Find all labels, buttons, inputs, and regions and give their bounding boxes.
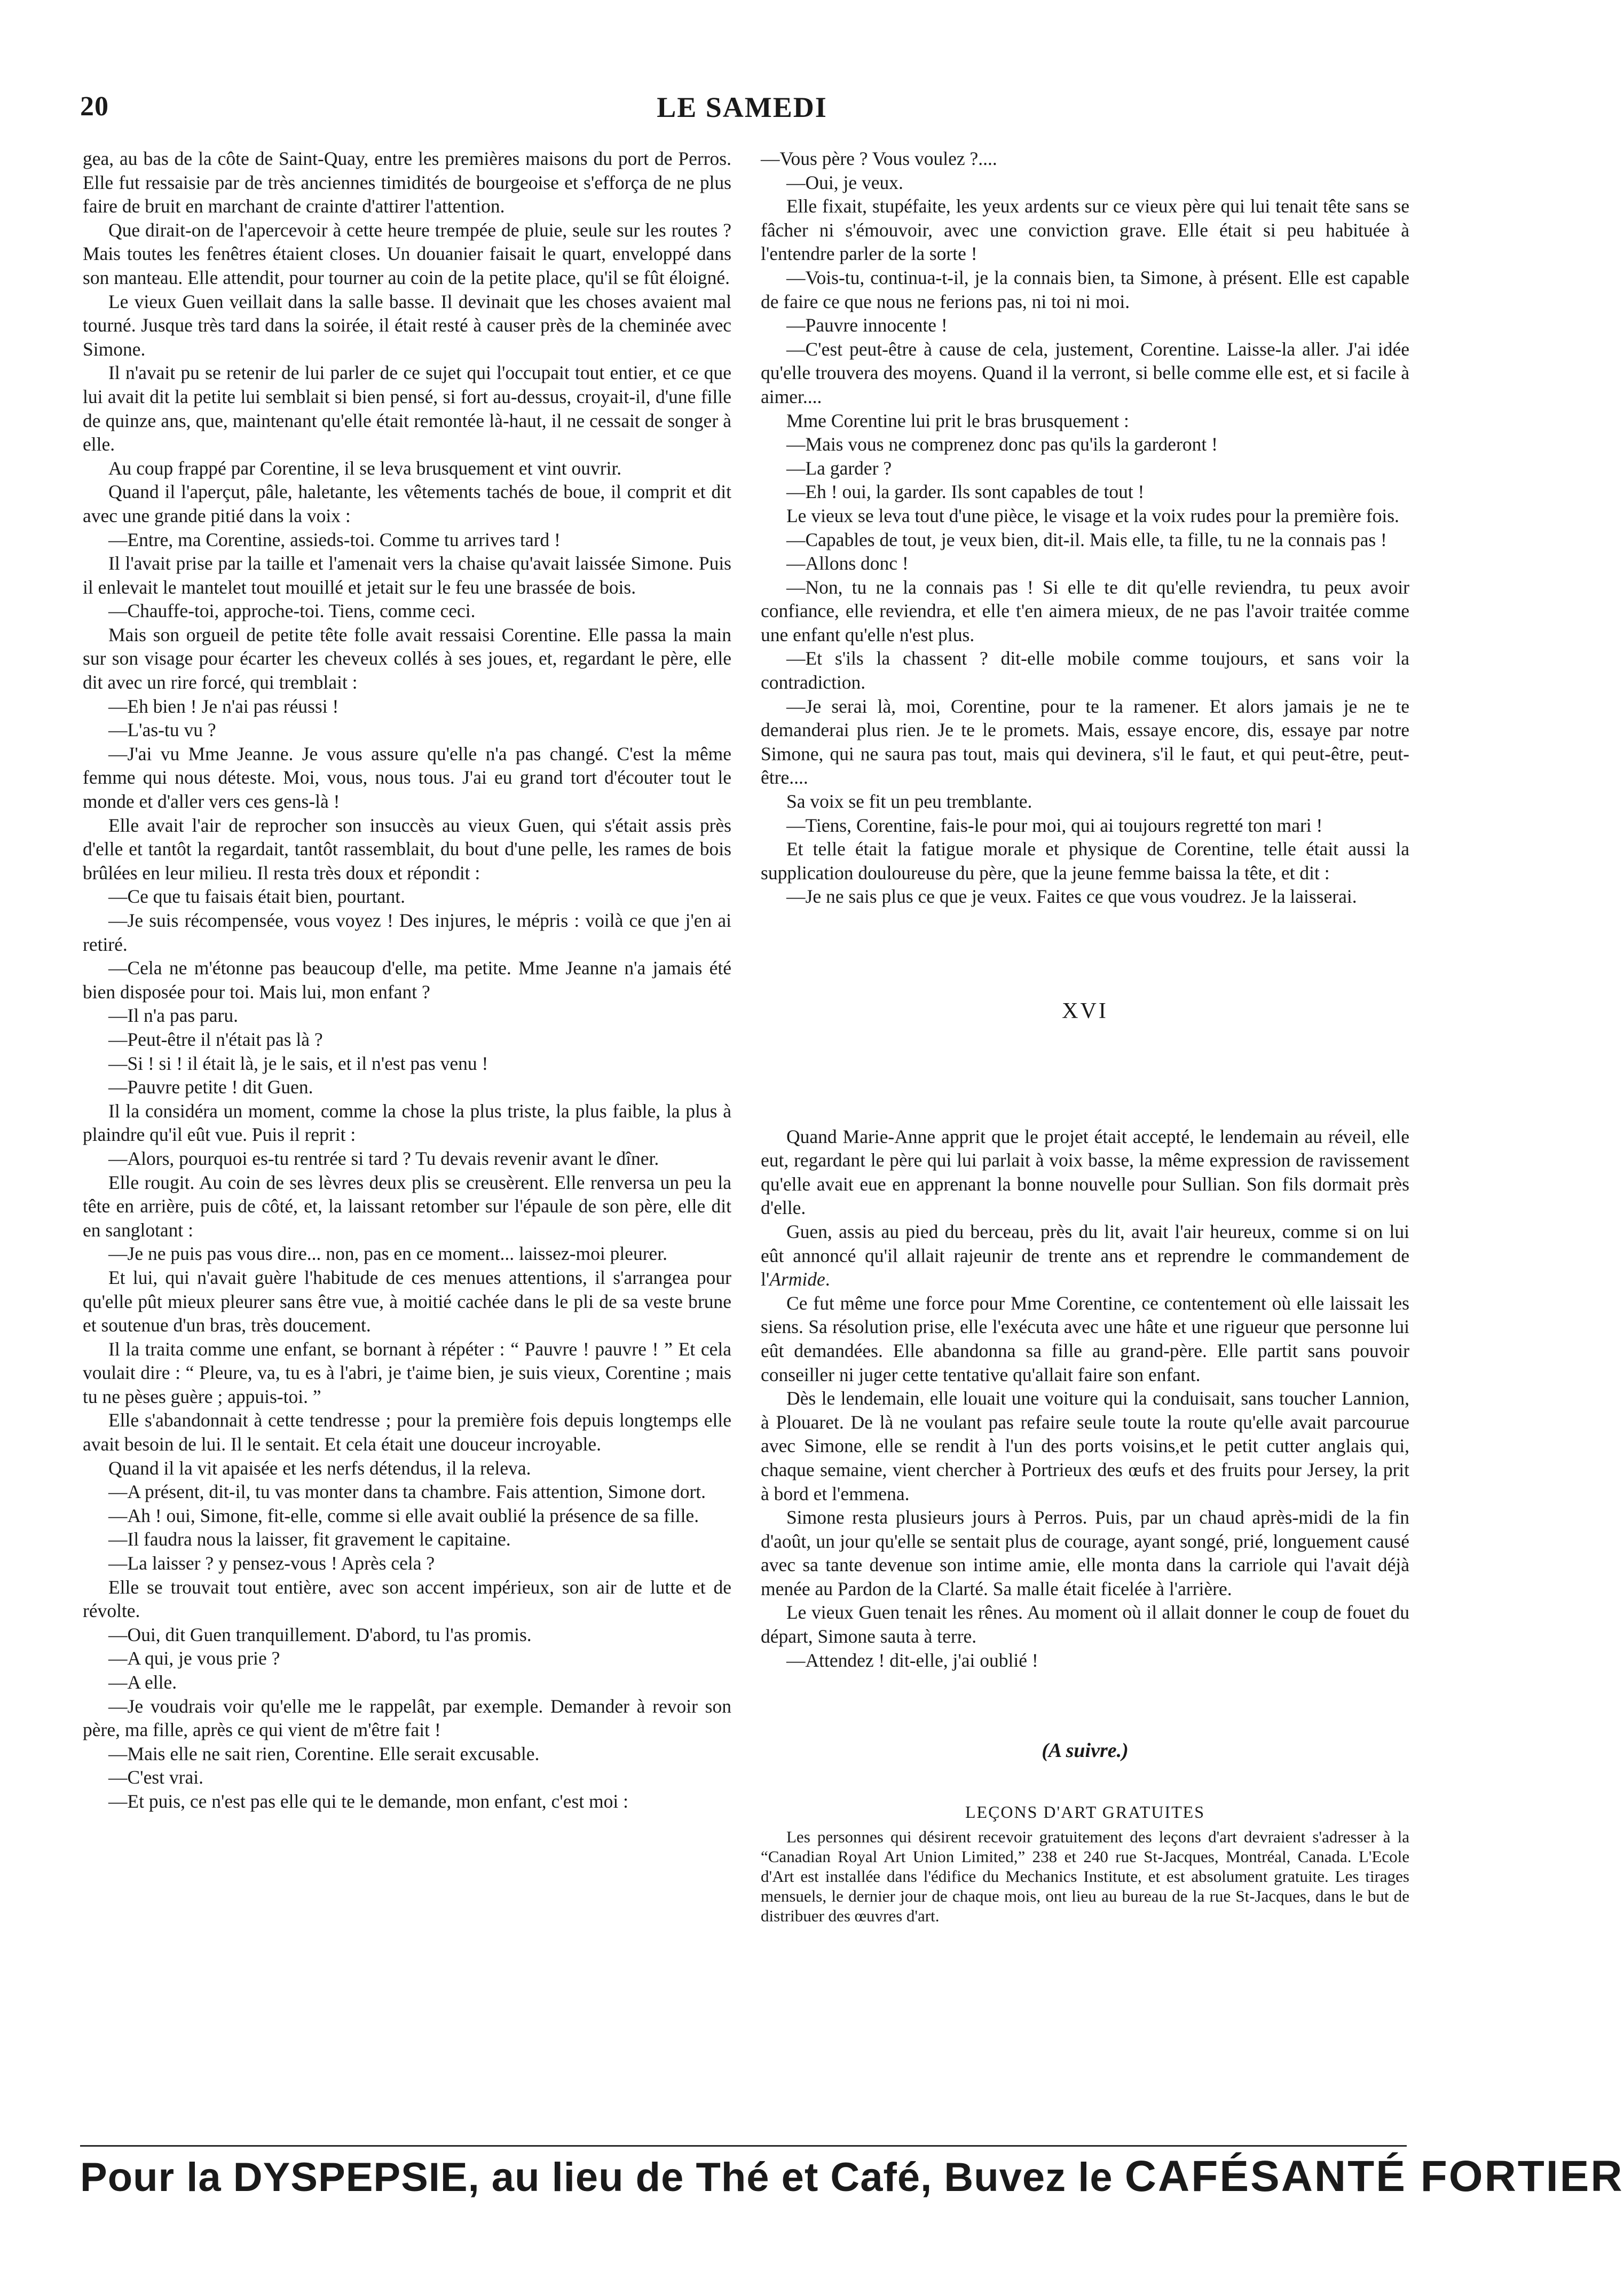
journal-title: LE SAMEDI [657,91,827,123]
story-paragraph: Elle avait l'air de reprocher son insuccès au vieux Guen, qui s'était assis près d'elle et tantôt la regardait, tantôt rassemblait, du bout d'une pelle, les rames de bois brûlées en leur milieu. Il resta très doux et répondit : [83,814,731,884]
story-paragraph: Au coup frappé par Corentine, il se leva brusquement et vint ouvrir. [108,457,622,479]
story-paragraph: —Pauvre petite ! dit Guen. [108,1076,313,1098]
story-paragraph: Quand il la vit apaisée et les nerfs détendus, il la releva. [108,1457,531,1479]
advert-divider [80,2145,1407,2147]
story-paragraph: —A présent, dit-il, tu vas monter dans ta chambre. Fais attention, Simone dort. [108,1481,706,1503]
story-paragraph: Et lui, qui n'avait guère l'habitude de ces menues attentions, il s'arrangea pour qu'elle pût mieux pleurer sans être vue, à moitié cachée dans le pli de sa veste brune et soutenue d'un bras, très doucement. [83,1266,731,1336]
story-paragraph: gea, au bas de la côte de Saint-Quay, entre les premières maisons du port de Perros. Elle fut ressaisie par de très anciennes timidités de bourgeoise et s'efforça de ne plus faire de bruit en marchant de crainte d'attirer l'attention. [83,148,731,217]
story-paragraph: —Mais elle ne sait rien, Corentine. Elle serait excusable. [108,1743,540,1764]
chapter-paragraph: Ce fut même une force pour Mme Corentine, ce contentement où elle laissait les siens. Sa résolution prise, elle l'exécuta avec une hâte et une rigueur que personne lui eût demandées. Elle abandonna sa fille au grand-père. Elle partit sans pouvoir conseiller ni juger cette tentative qu'allait faire son enfant. [761,1292,1409,1385]
story-paragraph: —Cela ne m'étonne pas beaucoup d'elle, ma petite. Mme Jeanne n'a jamais été bien disposée pour toi. Mais lui, mon enfant ? [83,957,731,1003]
story-paragraph: Il la traita comme une enfant, se bornant à répéter : “ Pauvre ! pauvre ! ” Et cela voulait dire : “ Pleure, va, tu es à l'abri, je t'aime bien, je suis vieux, Corentine ; mais tu ne pèses guère ; appuis-toi. ” [83,1338,731,1407]
story-paragraph: —Oui, je veux. [786,171,903,193]
story-paragraph: —Pauvre innocente ! [786,314,948,336]
story-paragraph: —Si ! si ! il était là, je le sais, et il n'est pas venu ! [108,1052,488,1074]
story-paragraph: —Il faudra nous la laisser, fit gravement le capitaine. [108,1528,511,1550]
story-paragraph: —Oui, dit Guen tranquillement. D'abord, tu l'as promis. [108,1623,532,1645]
story-paragraph: —Tiens, Corentine, fais-le pour moi, qui ai toujours regretté ton mari ! [786,814,1323,836]
notice-title: LEÇONS D'ART GRATUITES [965,1802,1205,1822]
story-paragraph: Mais son orgueil de petite tête folle avait ressaisi Corentine. Elle passa la main sur son visage pour écarter les cheveux collés à ses joues, et, regardant le père, elle dit avec un rire forcé, qui tremblait : [83,624,731,693]
story-paragraph: —Je suis récompensée, vous voyez ! Des injures, le mépris : voilà ce que j'en ai retiré. [83,910,731,955]
story-paragraph: —Chauffe-toi, approche-toi. Tiens, comme ceci. [108,600,476,622]
art-lessons-notice [761,1800,1409,1926]
story-paragraph: Elle s'abandonnait à cette tendresse ; pour la première fois depuis longtemps elle avait besoin de lui. Il le sentait. Et cela était une douceur incroyable. [83,1409,731,1455]
right-column [761,147,1409,1926]
story-paragraph: —Et puis, ce n'est pas elle qui te le demande, mon enfant, c'est moi : [108,1790,628,1812]
story-paragraph: —Mais vous ne comprenez donc pas qu'ils la garderont ! [786,433,1218,455]
story-paragraph: —J'ai vu Mme Jeanne. Je vous assure qu'elle n'a pas changé. C'est la même femme qui nous déteste. Moi, vous, nous tous. J'ai eu grand tort d'écouter tout le monde et d'aller vers ces gens-là ! [83,743,731,813]
story-paragraph: Le vieux Guen veillait dans la salle basse. Il devinait que les choses avaient mal tourné. Jusque très tard dans la soirée, il était resté à causer près de la cheminée avec Simone. [83,290,731,360]
story-paragraph: Elle fixait, stupéfaite, les yeux ardents sur ce vieux père qui lui tenait tête sans se fâcher ni s'émouvoir, avec une conviction grave. Elle était si peu habituée à l'entendre parler de la sorte ! [761,195,1409,265]
chapter-paragraph: Guen, assis au pied du berceau, près du lit, avait l'air heureux, comme si on lui eût annoncé qu'il allait rajeunir de trente ans et reprendre le commandement de l'Armide. [761,1220,1409,1290]
story-paragraph: —Vous père ? Vous voulez ?.... [761,148,997,169]
story-paragraph: —Il n'a pas paru. [108,1005,238,1027]
chapter-paragraph: Simone resta plusieurs jours à Perros. Puis, par un chaud après-midi de la fin d'août, un jour qu'elle se sentait plus de courage, ayant songé, prié, longuement causé avec sa tante devenue son intime amie, elle monta dans la carriole qui l'avait déjà menée au Pardon de la Clarté. Sa malle était ficelée à l'arrière. [761,1507,1409,1599]
story-paragraph: Sa voix se fit un peu tremblante. [786,791,1032,813]
story-paragraph: —Peut-être il n'était pas là ? [108,1028,323,1050]
story-paragraph: —Allons donc ! [786,553,909,574]
to-be-continued: (A suivre.) [1042,1739,1129,1762]
story-paragraph: —C'est vrai. [108,1767,203,1788]
story-paragraph: —La laisser ? y pensez-vous ! Après cela ? [108,1552,435,1574]
story-paragraph: Quand il l'aperçut, pâle, haletante, les vêtements tachés de boue, il comprit et dit avec une grande pitié dans la voix : [83,481,731,526]
story-paragraph: —La garder ? [786,457,892,479]
page-number: 20 [80,91,109,122]
chapter-text [761,1125,1409,1673]
story-paragraph: Elle se trouvait tout entière, avec son accent impérieux, son air de lutte et de révolte. [83,1576,731,1622]
story-paragraph: Il la considéra un moment, comme la chose la plus triste, la plus faible, la plus à plaindre qu'il eût vue. Puis il reprit : [83,1100,731,1146]
story-paragraph: —Entre, ma Corentine, assieds-toi. Comme tu arrives tard ! [108,529,561,550]
story-paragraph: Et telle était la fatigue morale et physique de Corentine, telle était aussi la supplication douloureuse du père, que la jeune femme baissa la tête, et dit : [761,838,1409,884]
story-paragraph: —Capables de tout, je veux bien, dit-il. Mais elle, ta fille, tu ne la connais pas ! [786,529,1387,550]
story-paragraph: Elle rougit. Au coin de ses lèvres deux plis se creusèrent. Elle renversa un peu la tête en arrière, puis de côté, et, la laissant retomber sur l'épaule de son père, elle dit en sanglotant : [83,1171,731,1241]
story-paragraph: —A qui, je vous prie ? [108,1648,280,1669]
right-column-story-continued [761,147,1409,909]
story-paragraph: Mme Corentine lui prit le bras brusquement : [786,409,1129,431]
chapter-numeral: XVI [1062,999,1108,1023]
advert-text: Pour la DYSPEPSIE, au lieu de Thé et Café, Buvez le [80,2155,1113,2200]
advert-brand: CAFÉSANTÉ FORTIER [1124,2152,1624,2201]
story-paragraph: Que dirait-on de l'apercevoir à cette heure trempée de pluie, seule sur les routes ? Mais toutes les fenêtres étaient closes. Un douanier faisait le quart, enveloppé dans son manteau. Elle attendit, pour tourner au coin de la petite place, qu'il se fût éloigné. [83,219,731,288]
story-paragraph: —C'est peut-être à cause de cela, justement, Corentine. Laisse-la aller. J'ai idée qu'elle trouvera des moyens. Quand il la verront, si belle comme elle est, et si facile à aimer.... [761,338,1409,407]
story-paragraph: Il n'avait pu se retenir de lui parler de ce sujet qui l'occupait tout entier, et ce que lui avait dit la petite lui semblait si bien pensé, si fort au-dessus, croyait-il, d'une fille de quinze ans, que, maintenant qu'elle était remontée là-haut, il ne cessait de songer à elle. [83,362,731,455]
story-paragraph: —Je ne sais plus ce que je veux. Faites ce que vous voudrez. Je la laisserai. [786,886,1357,908]
story-paragraph: —Eh ! oui, la garder. Ils sont capables de tout ! [786,481,1145,503]
chapter-paragraph: —Attendez ! dit-elle, j'ai oublié ! [786,1649,1038,1671]
story-paragraph: —Je ne puis pas vous dire... non, pas en ce moment... laissez-moi pleurer. [108,1243,668,1265]
story-paragraph: —Je serai là, moi, Corentine, pour te la ramener. Et alors jamais je ne te demanderai plus rien. Je te le promets. Mais, essaye encore, dis, essaye par notre Simone, qui ne saura pas tout, mais qui devinera, s'il le faut, et qui peut-être, peut-être.... [761,695,1409,789]
story-paragraph: —L'as-tu vu ? [108,719,216,741]
chapter-paragraph: Le vieux Guen tenait les rênes. Au moment où il allait donner le coup de fouet du départ, Simone sauta à terre. [761,1602,1409,1648]
story-paragraph: —Eh bien ! Je n'ai pas réussi ! [108,695,339,717]
chapter-paragraph: Dès le lendemain, elle louait une voiture qui la conduisait, sans toucher Lannion, à Plouaret. De là ne voulant pas refaire seule toute la route qu'elle avait parcourue avec Simone, elle se rendit à l'un des ports voisins,et le petit cutter anglais qui, chaque semaine, vient chercher à Portrieux des œufs et des fruits pour Jersey, la prit à bord et l'emmena. [761,1388,1409,1504]
advertisement-banner [80,2151,1624,2202]
story-paragraph: —Non, tu ne la connais pas ! Si elle te dit qu'elle reviendra, tu peux avoir confiance, elle reviendra, et elle t'en aimera mieux, de ne pas l'avoir traitée comme une enfant qu'elle n'est plus. [761,576,1409,645]
page-header [80,91,1404,139]
notice-body: Les personnes qui désirent recevoir gratuitement des leçons d'art devraient s'adresser à la “Canadian Royal Art Union Limited,” 238 et 240 rue St-Jacques, Montréal, Canada. L'Ecole d'Art est installée dans l'édifice du Mechanics Institute, et est absolument gratuite. Les tirages mensuels, le dernier jour de chaque mois, ont lieu au bureau de la rue St-Jacques, dans le but de distribuer des œuvres d'art. [761,1827,1409,1926]
story-paragraph: —A elle. [108,1672,177,1693]
story-paragraph: —Ah ! oui, Simone, fit-elle, comme si elle avait oublié la présence de sa fille. [108,1504,699,1526]
chapter-paragraph: Quand Marie-Anne apprit que le projet était accepté, le lendemain au réveil, elle eut, regardant le père qui lui parlait à voix basse, la même expression de ravissement qu'elle avait eue en apprenant la bonne nouvelle pour Sullian. Son fils dormait près d'elle. [761,1125,1409,1219]
story-paragraph: —Je voudrais voir qu'elle me le rappelât, par exemple. Demander à revoir son père, ma fille, après ce qui vient de m'être fait ! [83,1695,731,1741]
story-paragraph: Il l'avait prise par la taille et l'amenait vers la chaise qu'avait laissée Simone. Puis il enlevait le mantelet tout mouillé et jetait sur le feu une brassée de bois. [83,553,731,598]
story-paragraph: —Vois-tu, continua-t-il, je la connais bien, ta Simone, à présent. Elle est capable de faire ce que nous ne ferions pas, ni toi ni moi. [761,266,1409,312]
story-paragraph: —Et s'ils la chassent ? dit-elle mobile comme toujours, et sans voir la contradiction. [761,648,1409,693]
story-paragraph: —Ce que tu faisais était bien, pourtant. [108,886,406,908]
story-paragraph: Le vieux se leva tout d'une pièce, le visage et la voix rudes pour la première fois. [786,505,1399,526]
story-paragraph: —Alors, pourquoi es-tu rentrée si tard ? Tu devais revenir avant le dîner. [108,1147,659,1169]
left-column [83,147,731,1814]
